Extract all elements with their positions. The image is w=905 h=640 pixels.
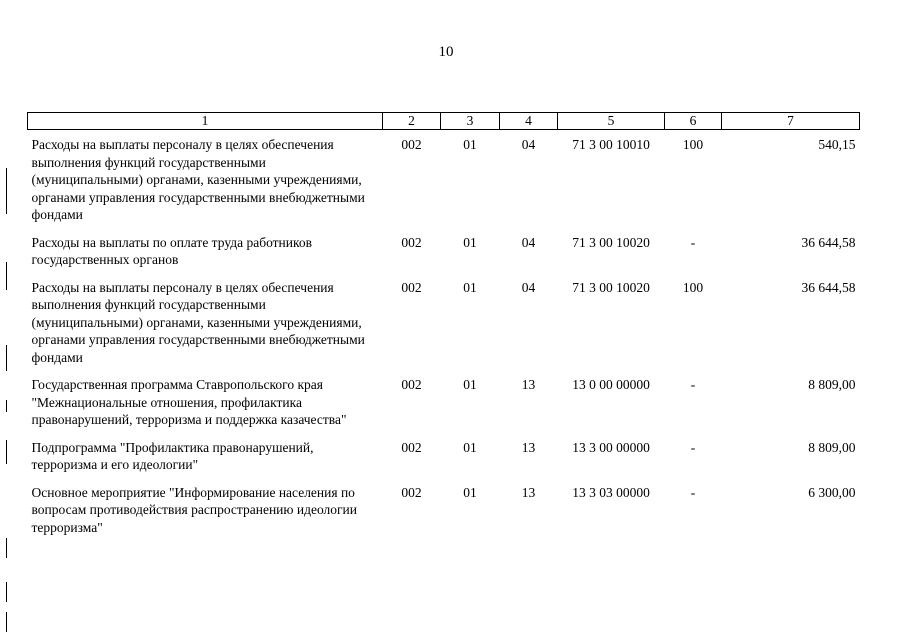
row-amount: 540,15 — [818, 137, 856, 152]
row-code-subsection: 04 — [521, 279, 536, 295]
scan-margin-line — [6, 538, 7, 558]
row-amount: 6 300,00 — [808, 484, 856, 500]
scan-margin-line — [6, 612, 7, 632]
row-amount: 8 809,00 — [808, 439, 856, 455]
row-code-ministry: 002 — [401, 484, 422, 500]
page-number: 10 — [438, 44, 454, 60]
row-description: Расходы на выплаты по оплате труда работников государственных органов — [31, 234, 312, 267]
row-code-expense-type: - — [690, 439, 696, 455]
col-header-3: 3 — [441, 113, 500, 130]
row-code-expense-type: - — [690, 234, 696, 250]
row-code-target: 71 3 00 10020 — [572, 279, 650, 295]
row-code-subsection: 04 — [521, 234, 536, 250]
row-code-section: 01 — [463, 484, 477, 500]
col-header-5: 5 — [558, 113, 665, 130]
row-code-ministry: 002 — [401, 234, 422, 250]
row-description: Подпрограмма "Профилактика правонарушений, терроризма и его идеологии" — [31, 439, 314, 472]
table-row — [28, 228, 860, 273]
row-description: Расходы на выплаты персоналу в целях обеспечения выполнения функций государственными (муниципальными) органами, казенными учреждениями, органами управления государственными внебюджетными фондами — [31, 137, 365, 222]
row-code-target: 71 3 00 10010 — [572, 137, 650, 152]
col-header-6: 6 — [665, 113, 722, 130]
row-code-ministry: 002 — [401, 439, 422, 455]
row-code-section: 01 — [463, 439, 477, 455]
row-code-expense-type: 100 — [682, 279, 704, 295]
row-code-section: 01 — [463, 377, 477, 392]
row-description: Основное мероприятие "Информирование населения по вопросам противодействия распространению идеологии терроризма" — [31, 484, 357, 535]
row-code-subsection: 04 — [521, 137, 536, 152]
table-row — [28, 433, 860, 478]
table-row — [28, 130, 860, 228]
row-amount: 36 644,58 — [801, 279, 856, 295]
col-header-4: 4 — [500, 113, 558, 130]
row-code-ministry: 002 — [401, 279, 422, 295]
row-amount: 36 644,58 — [801, 234, 856, 250]
row-description: Расходы на выплаты персоналу в целях обеспечения выполнения функций государственными (муниципальными) органами, казенными учреждениями, органами управления государственными внебюджетными фондами — [31, 279, 365, 365]
row-code-expense-type: - — [690, 377, 696, 392]
scan-margin-line — [6, 345, 7, 371]
scan-margin-line — [6, 168, 7, 214]
row-description: Государственная программа Ставропольского края "Межнациональные отношения, профилактика правонарушений, терроризма и поддержка казачества" — [31, 377, 347, 427]
row-code-expense-type: 100 — [682, 137, 704, 152]
row-code-subsection: 13 — [521, 439, 536, 455]
scan-margin-line — [6, 400, 7, 412]
row-code-target: 13 3 03 00000 — [572, 484, 650, 500]
scan-margin-line — [6, 582, 7, 602]
row-code-section: 01 — [463, 137, 477, 152]
scan-margin-line — [6, 262, 7, 290]
budget-table — [27, 112, 860, 540]
row-code-expense-type: - — [690, 484, 696, 500]
row-code-target: 13 0 00 00000 — [572, 377, 650, 392]
row-code-section: 01 — [463, 234, 477, 250]
table-row — [28, 370, 860, 433]
row-code-subsection: 13 — [521, 484, 536, 500]
scan-margin-line — [6, 440, 7, 464]
row-code-ministry: 002 — [401, 137, 422, 152]
row-code-target: 13 3 00 00000 — [572, 439, 650, 455]
row-amount: 8 809,00 — [808, 377, 856, 392]
header-row — [28, 113, 860, 130]
row-code-section: 01 — [463, 279, 477, 295]
row-code-subsection: 13 — [521, 377, 536, 392]
row-code-ministry: 002 — [401, 377, 422, 392]
table-row — [28, 478, 860, 541]
row-code-target: 71 3 00 10020 — [572, 234, 650, 250]
table-row — [28, 273, 860, 371]
col-header-2: 2 — [383, 113, 441, 130]
col-header-1: 1 — [28, 113, 383, 130]
col-header-7: 7 — [722, 113, 860, 130]
